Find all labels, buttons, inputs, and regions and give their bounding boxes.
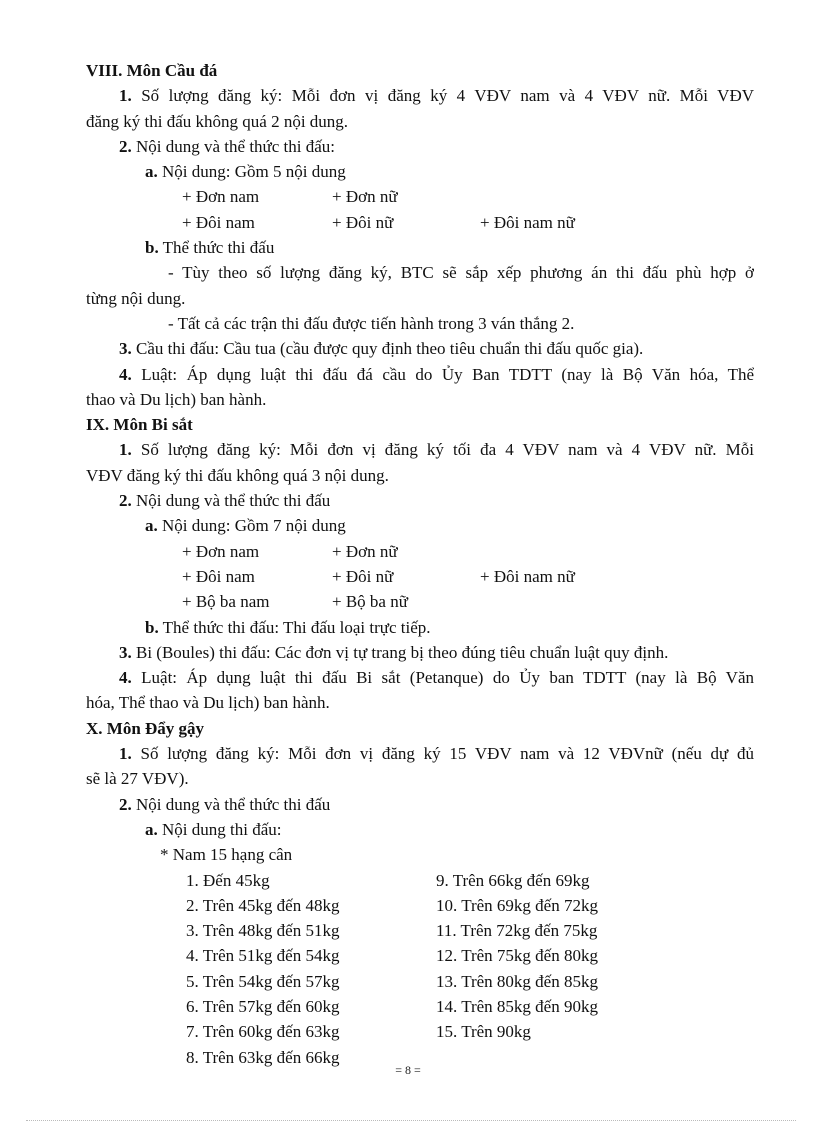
event-option: + Đơn nữ [332, 541, 398, 561]
paragraph-equipment: 3. Bi (Boules) thi đấu: Các đơn vị tự trang bị theo đúng tiêu chuẩn luật quy định. [119, 642, 669, 662]
weight-class: 1. Đến 45kg [186, 870, 270, 890]
paragraph-registration-cont: sẽ là 27 VĐV). [86, 769, 189, 789]
document-page [86, 58, 754, 1070]
paragraph-registration-cont: VĐV đăng ký thi đấu không quá 3 nội dung. [86, 465, 389, 485]
weight-class: 14. Trên 85kg đến 90kg [436, 996, 598, 1016]
paragraph-content: 2. Nội dung và thể thức thi đấu [119, 491, 331, 511]
paragraph-registration: 1. Số lượng đăng ký: Mỗi đơn vị đăng ký 15 VĐV nam và 12 VĐVnữ (nếu dự đủ [119, 744, 754, 764]
subitem-b: b. Thể thức thi đấu: Thi đấu loại trực tiếp. [145, 617, 431, 637]
weight-row [86, 868, 754, 893]
event-options-row [86, 589, 754, 614]
format-paragraph-cont: từng nội dung. [86, 288, 186, 308]
weight-row [86, 994, 754, 1019]
event-option: + Đôi nam nữ [480, 212, 575, 232]
weight-class: 12. Trên 75kg đến 80kg [436, 946, 598, 966]
weight-class: 4. Trên 51kg đến 54kg [186, 946, 340, 966]
weight-class: 6. Trên 57kg đến 60kg [186, 996, 340, 1016]
event-options-row [86, 184, 754, 209]
weight-class: 7. Trên 60kg đến 63kg [186, 1022, 340, 1042]
paragraph-content: 2. Nội dung và thể thức thi đấu [119, 794, 331, 814]
men-weight-classes-heading: * Nam 15 hạng cân [160, 845, 293, 865]
format-paragraph: - Tùy theo số lượng đăng ký, BTC sẽ sắp xếp phương án thi đấu phù hợp ở [168, 263, 754, 283]
weight-class: 13. Trên 80kg đến 85kg [436, 971, 598, 991]
subitem-a: a. Nội dung thi đấu: [145, 819, 282, 839]
event-option: + Đôi nam [182, 566, 255, 586]
paragraph-rules: 4. Luật: Áp dụng luật thi đấu Bi sắt (Petanque) do Ủy ban TDTT (nay là Bộ Văn [119, 668, 754, 688]
event-options-row [86, 539, 754, 564]
weight-class: 5. Trên 54kg đến 57kg [186, 971, 340, 991]
page-bottom-divider [26, 1120, 796, 1121]
event-option: + Đôi nam nữ [480, 566, 575, 586]
event-option: + Đôi nữ [332, 566, 394, 586]
weight-row [86, 969, 754, 994]
subitem-a: a. Nội dung: Gồm 7 nội dung [145, 516, 346, 536]
weight-class: 9. Trên 66kg đến 69kg [436, 870, 590, 890]
paragraph-equipment: 3. Cầu thi đấu: Cầu tua (cầu được quy định theo tiêu chuẩn thi đấu quốc gia). [119, 339, 644, 359]
event-option: + Đôi nữ [332, 212, 394, 232]
paragraph-rules: 4. Luật: Áp dụng luật thi đấu đá cầu do Ủy Ban TDTT (nay là Bộ Văn hóa, Thể [119, 364, 754, 384]
event-options-row [86, 564, 754, 589]
paragraph-rules-cont: hóa, Thể thao và Du lịch) ban hành. [86, 693, 330, 713]
event-option: + Đơn nam [182, 187, 260, 207]
weight-row [86, 918, 754, 943]
event-option: + Bộ ba nữ [332, 592, 408, 612]
format-paragraph: - Tất cả các trận thi đấu được tiến hành trong 3 ván thắng 2. [168, 313, 575, 333]
subitem-b: b. Thể thức thi đấu [145, 238, 275, 258]
weight-row [86, 1019, 754, 1044]
event-option: + Bộ ba nam [182, 592, 270, 612]
weight-class: 10. Trên 69kg đến 72kg [436, 895, 598, 915]
weight-class: 8. Trên 63kg đến 66kg [186, 1047, 340, 1067]
subitem-a: a. Nội dung: Gồm 5 nội dung [145, 162, 346, 182]
weight-class: 11. Trên 72kg đến 75kg [436, 921, 598, 941]
paragraph-registration: 1. Số lượng đăng ký: Mỗi đơn vị đăng ký tối đa 4 VĐV nam và 4 VĐV nữ. Mỗi [119, 440, 754, 460]
paragraph-registration-cont: đăng ký thi đấu không quá 2 nội dung. [86, 111, 349, 131]
weight-class: 2. Trên 45kg đến 48kg [186, 895, 340, 915]
section-heading-bi-sat: IX. Môn Bi sắt [86, 415, 193, 435]
weight-class: 3. Trên 48kg đến 51kg [186, 921, 340, 941]
weight-row [86, 943, 754, 968]
event-option: + Đơn nữ [332, 187, 398, 207]
event-option: + Đơn nam [182, 541, 260, 561]
event-options-row [86, 210, 754, 235]
page-number: = 8 = [395, 1063, 421, 1077]
paragraph-content: 2. Nội dung và thể thức thi đấu: [119, 136, 336, 156]
section-heading-cau-da: VIII. Môn Cầu đá [86, 61, 218, 80]
weight-row [86, 893, 754, 918]
paragraph-registration: 1. Số lượng đăng ký: Mỗi đơn vị đăng ký 4 VĐV nam và 4 VĐV nữ. Mỗi VĐV [119, 86, 754, 106]
weight-class: 15. Trên 90kg [436, 1022, 531, 1042]
paragraph-rules-cont: thao và Du lịch) ban hành. [86, 389, 267, 409]
event-option: + Đôi nam [182, 212, 255, 232]
section-heading-day-gay: X. Môn Đẩy gậy [86, 718, 205, 738]
